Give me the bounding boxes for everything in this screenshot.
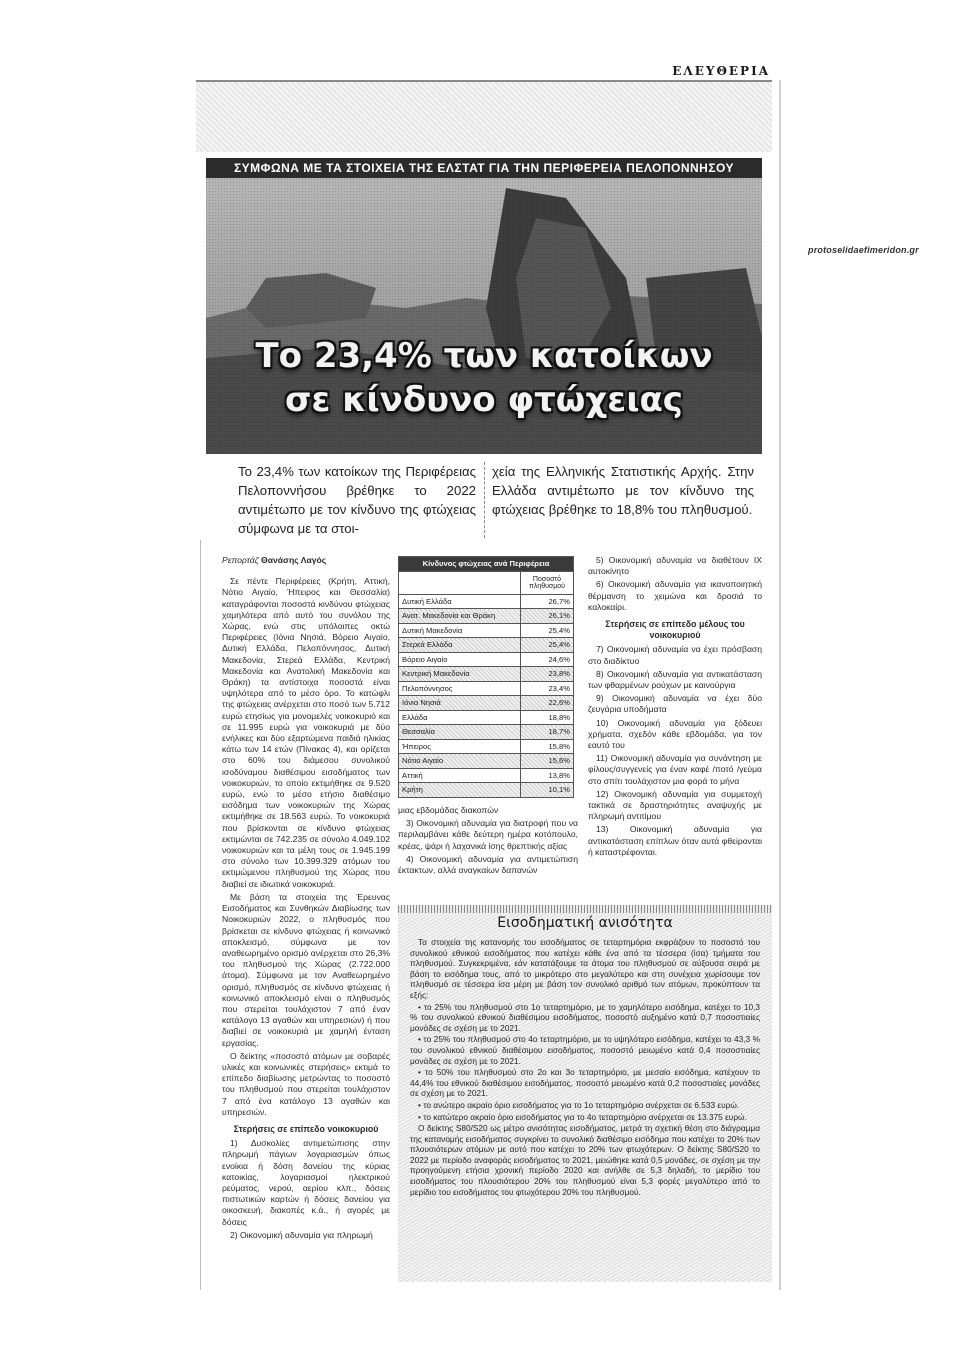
col3-item: 9) Οικονομική αδυναμία να έχει δύο ζευγάρια υποδήματα	[588, 693, 762, 715]
col3-item: 13) Οικονομική αδυναμία για αντικατάσταση επίπλων όταν αυτά φθείρονται ή καταστρέφονται.	[588, 824, 762, 857]
box-para: • το 50% του πληθυσμού στο 2ο και 3ο τεταρτημόριο, με μεσαίο εισόδημα, κατέχουν το 44,4% του εθνικού διαθέσιμου εισοδήματος, ποσοστό μειωμένο κατά 0,2 ποσοστιαίες μονάδες σε σχέση με το 2021.	[410, 1067, 760, 1099]
byline-author: Θανάσης Λαγός	[261, 555, 327, 565]
scan-edge	[779, 80, 781, 1290]
income-inequality-box	[398, 905, 772, 1282]
col2-para: 4) Οικονομική αδυναμία για αντιμετώπιση έκτακτων, αλλά αναγκαίων δαπανών	[398, 853, 578, 876]
col2-para: 3) Οικονομική αδυναμία για διατροφή που να περιλαμβάνει κάθε δεύτερη ημέρα κοτόπουλο, κρέας, ψάρι ή λαχανικά ίσης θρεπτικής αξίας	[398, 818, 578, 851]
table-region: Κεντρική Μακεδονία	[399, 667, 521, 682]
col1-para: Σε πέντε Περιφέρειες (Κρήτη, Αττική, Νότιο Αιγαίο, Ήπειρος και Θεσσαλία) καταγράφονται ποσοστά κινδύνου φτώχειας χαμηλότερα από αυτό του συνόλου της Χώρας, ενώ στις υπόλοιπες οκτώ Περιφέρειες (Ιόνια Νησιά, Βόρειο Αιγαίο, Δυτική Ελλάδα, Πελοπόννησος, Δυτική Μακεδονία, Στερεά Ελλάδα, Κεντρική Μακεδονία και Ανατολική Μακεδονία και Θράκη) τα αντίστοιχα ποσοστά είναι υψηλότερα από το μέσο όρο. Το κατώφλι της φτώχειας ανέρχεται στο ποσό των 5.712 ευρώ ετησίως για μονομελές νοικοκυριό και σε 11.995 ευρώ για νοικοκυριά με δύο ενήλικες και δύο εξαρτώμενα παιδιά ηλικίας κάτω των 14 ετών (Πίνακας 4), και ορίζεται στο 60% του διάμεσου συνολικού ισοδύναμου διαθέσιμου εισοδήματος των νοικοκυριών, το οποίο εκτιμήθηκε σε 9.520 ευρώ, ενώ το μέσο ετήσιο διαθέσιμο εισόδημα των νοικοκυριών της Χώρας εκτιμήθηκε σε 18.563 ευρώ. Το νοικοκυριά που βρίσκονται σε κίνδυνο φτώχειας εκτιμώνται σε 742.235 σε σύνολο 4.049.102 νοικοκυριών και τα μέλη τους σε 1.945.199 στο σύνολο των 10.399.329 ατόμων του εκτιμώμενου πληθυσμού της Χώρας που διαβιεί σε ιδιωτικά νοικοκυριά.	[222, 576, 390, 889]
table-col-header: Ποσοστό πληθυσμού	[521, 571, 574, 594]
box-para: • το 25% του πληθυσμού στο 1ο τεταρτημόριο, με το χαμηλότερο εισόδημα, κατέχει το 10,3 % του συνολικού εθνικού διαθέσιμου εισοδήματος, ποσοστό αυξημένο κατά 0,7 ποσοστιαίες μονάδες σε σχέση με το 2021.	[410, 1001, 760, 1033]
table-value: 15,6%	[521, 754, 574, 769]
col3-subheading: Στερήσεις σε επίπεδο μέλους του νοικοκυριού	[605, 619, 745, 641]
col1-para: Με βάση τα στοιχεία της Έρευνας Εισοδήματος και Συνθηκών Διαβίωσης των Νοικοκυριών 2022, ο πληθυσμός που βρίσκεται σε κίνδυνο φτώχειας ή κοινωνικό αποκλεισμό, σύμφωνα με τον αναθεωρημένο ορισμό ανέρχεται στο 26,3% του πληθυσμού της Χώρας (2.722.000 άτομα). Σύμφωνα με τον Αναθεωρημένο ορισμό, πληθυσμός σε κίνδυνο φτώχειας ή κοινωνικό αποκλεισμό είναι ο πληθυσμός που στερείται τουλάχιστον 7 από έναν κατάλογο 13 αγαθών και υπηρεσιών) ή που διαβιεί σε νοικοκυριά με χαμηλή ένταση εργασίας.	[222, 891, 390, 1048]
table-value: 10,1%	[521, 783, 574, 798]
col3-item: 7) Οικονομική αδυναμία να έχει πρόσβαση στο διαδίκτυο	[588, 644, 762, 666]
table-region: Αττική	[399, 768, 521, 783]
col1-subheading: Στερήσεις σε επίπεδο νοικοκυριού	[233, 1123, 379, 1134]
box-para: • το κατώτερο ακραίο όριο εισοδήματος για το 4ο τεταρτημόριο ανέρχεται σε 13.375 ευρώ.	[418, 1111, 747, 1122]
col2-para: μιας εβδομάδας διακοπών	[398, 805, 499, 815]
headline-line-1: Το 23,4% των κατοίκων	[255, 336, 713, 376]
table-value: 25,4%	[521, 638, 574, 653]
lead-photo	[206, 158, 762, 454]
table-region: Δυτική Μακεδονία	[399, 623, 521, 638]
byline	[222, 555, 390, 566]
poverty-table	[398, 556, 574, 798]
lead-divider	[484, 462, 486, 538]
table-title: Κίνδυνος φτώχειας ανά Περιφέρεια	[399, 557, 574, 572]
article-column-3	[588, 555, 762, 860]
header-band	[196, 80, 772, 152]
table-region: Ιόνια Νησιά	[399, 696, 521, 711]
article-column-2	[398, 805, 578, 878]
table-region: Ήπειρος	[399, 739, 521, 754]
source-watermark: protoselidaefimeridon.gr	[808, 245, 919, 255]
table-region: Ανατ. Μακεδονία και Θράκη	[399, 609, 521, 624]
header-rule	[196, 80, 772, 82]
col1-item: 1) Δυσκολίες αντιμετώπισης στην πληρωμή πάγιων λογαριασμών όπως ενοίκια ή δόση δανείου της κύριας κατοικίας, λογαριασμοί ηλεκτρικού ρεύματος, νερού, αερίου κλπ., δόσεις πιστωτικών καρτών ή δόσεις δανείου για οικοσκευή, διακοπές κ.ά., ή αγορές με δόσεις	[222, 1138, 390, 1227]
poverty-table-box	[398, 556, 576, 798]
col3-item: 8) Οικονομική αδυναμία για αντικατάσταση των φθαρμένων ρούχων με καινούργια	[588, 668, 762, 691]
col3-item: 10) Οικονομική αδυναμία για ξόδευει χρήματα, σχεδόν κάθε εβδομάδα, για τον εαυτό του	[588, 717, 762, 751]
table-value: 23,4%	[521, 681, 574, 696]
table-region: Στερεά Ελλάδα	[399, 638, 521, 653]
headline-line-2: σε κίνδυνο φτώχειας	[285, 380, 683, 420]
box-top-rule	[398, 905, 772, 913]
lead-left: Το 23,4% των κατοίκων της Περιφέρειας Πελοποννήσου βρέθηκε το 2022 αντιμέτωπο με τον κίνδυνο της φτώχειας σύμφωνα με τα στοι-	[238, 464, 476, 536]
col1-para: Ο δείκτης «ποσοστό ατόμων με σοβαρές υλικές και κοινωνικές στερήσεις» εκτιμά το επίπεδο διαβίωσης μετρώντας το ποσοστό του πληθυσμού που στερείται τουλάχιστον 7 από ένα κατάλογο 13 αγαθών και υπηρεσιών.	[222, 1050, 390, 1117]
newspaper-masthead: ΕΛΕΥΘΕΡΙΑ	[672, 64, 770, 78]
table-value: 22,6%	[521, 696, 574, 711]
table-region: Πελοπόννησος	[399, 681, 521, 696]
box-para: Τα στοιχεία της κατανομής του εισοδήματος σε τεταρτημόρια εκφράζουν το ποσοστό του συνολικού εθνικού εισοδήματος που κατέχει κάθε ένα από τα τέσσερα (ίσα) τμήματα του πληθυσμού. Συγκεκριμένα, εάν κατατάξουμε τα άτομα του πληθυσμού σε αύξουσα σειρά με βάση το εισόδημα τους, από το μικρότερο στο μεγαλύτερο και στη συνέχεια χωρίσουμε τον πληθυσμό σε τέσσερα ίσα μέρη με βάση τον συνολικό αριθμό των ατόμων, προκύπτουν τα εξής:	[410, 937, 760, 1000]
box-para: • το 25% του πληθυσμού στο 4ο τεταρτημόριο, με το υψηλότερο εισόδημα, κατέχει το 43,3 % του συνολικού εθνικού διαθέσιμου εισοδήματος, ποσοστό μειωμένο κατά 0,4 ποσοστιαίες μονάδες σε σχέση με το 2021.	[410, 1034, 760, 1066]
box-text	[398, 937, 772, 1197]
box-title: Εισοδηματική ανισότητα	[497, 915, 673, 931]
article-column-1	[222, 555, 390, 1243]
col3-item: 12) Οικονομική αδυναμία για συμμετοχή τακτικά σε δραστηριότητες αναψυχής με πληρωμή αντιτίμου	[588, 788, 762, 822]
photo-banner: ΣΥΜΦΩΝΑ ΜΕ ΤΑ ΣΤΟΙΧΕΙΑ ΤΗΣ ΕΛΣΤΑΤ ΓΙΑ ΤΗΝ ΠΕΡΙΦΕΡΕΙΑ ΠΕΛΟΠΟΝΝΗΣΟΥ	[206, 158, 762, 178]
table-region: Κρήτη	[399, 783, 521, 798]
box-para: Ο δείκτης S80/S20 ως μέτρο ανισότητας εισοδήματος, μετρά τη σχετική θέση στο διάγραμμα της κατανομής εισοδήματος συγκρίνει το συνολικό διαθέσιμο εισόδημα που κατέχει το 20% των πλουσιότερων ατόμων με αυτό που κατέχει το 20% των φτωχότερων. Ο δείκτης S80/S20 το 2022 με περίοδο αναφοράς εισοδήματος το 2021, μειώθηκε κατά 0,5 μονάδες, σε σχέση με την προηγούμενη ετήσια χρονική περίοδο 2020 και ανήλθε σε 5,3 δηλαδή, το μερίδιο του εισοδήματος του πλουσιότερου 20% του πληθυσμού είναι 5,3 φορές μεγαλύτερο από το μερίδιο του εισοδήματος του φτωχότερου 20% του πληθυσμού.	[410, 1123, 760, 1197]
scan-edge	[200, 540, 201, 1290]
table-region: Θεσσαλία	[399, 725, 521, 740]
table-value: 25,4%	[521, 623, 574, 638]
table-region: Βόρειο Αιγαίο	[399, 652, 521, 667]
table-region: Ελλάδα	[399, 710, 521, 725]
byline-prefix: Ρεπορτάζ	[222, 555, 259, 565]
col1-item: 2) Οικονομική αδυναμία για πληρωμή	[230, 1229, 373, 1240]
table-value: 24,6%	[521, 652, 574, 667]
table-value: 23,8%	[521, 667, 574, 682]
table-value: 13,8%	[521, 768, 574, 783]
table-value: 18,7%	[521, 725, 574, 740]
col3-item: 5) Οικονομική αδυναμία να διαθέτουν ΙΧ αυτοκίνητο	[588, 555, 762, 577]
box-para: • το ανώτερο ακραίο όριο εισοδήματος για το 1ο τεταρτημόριο ανέρχεται σε 6.533 ευρώ.	[418, 1099, 740, 1110]
table-region: Δυτική Ελλάδα	[399, 594, 521, 609]
table-region: Νότιο Αιγαίο	[399, 754, 521, 769]
table-value: 26,7%	[521, 594, 574, 609]
col3-item: 11) Οικονομική αδυναμία για συνάντηση με φίλους/συγγενείς για έναν καφέ /ποτό /γεύμα στο σπίτι τουλάχιστον μια φορά το μήνα	[588, 753, 762, 786]
table-value: 18,8%	[521, 710, 574, 725]
table-value: 26,1%	[521, 609, 574, 624]
col3-item: 6) Οικονομική αδυναμία για ικανοποιητική θέρμανση το χειμώνα και δροσιά το καλοκαίρι.	[588, 579, 762, 612]
lead-right: χεία της Ελληνικής Στατιστικής Αρχής. Στην Ελλάδα αντιμέτωπο με τον κίνδυνο της φτώχειας βρέθηκε το 18,8% του πληθυσμού.	[492, 464, 754, 517]
table-value: 15,8%	[521, 739, 574, 754]
